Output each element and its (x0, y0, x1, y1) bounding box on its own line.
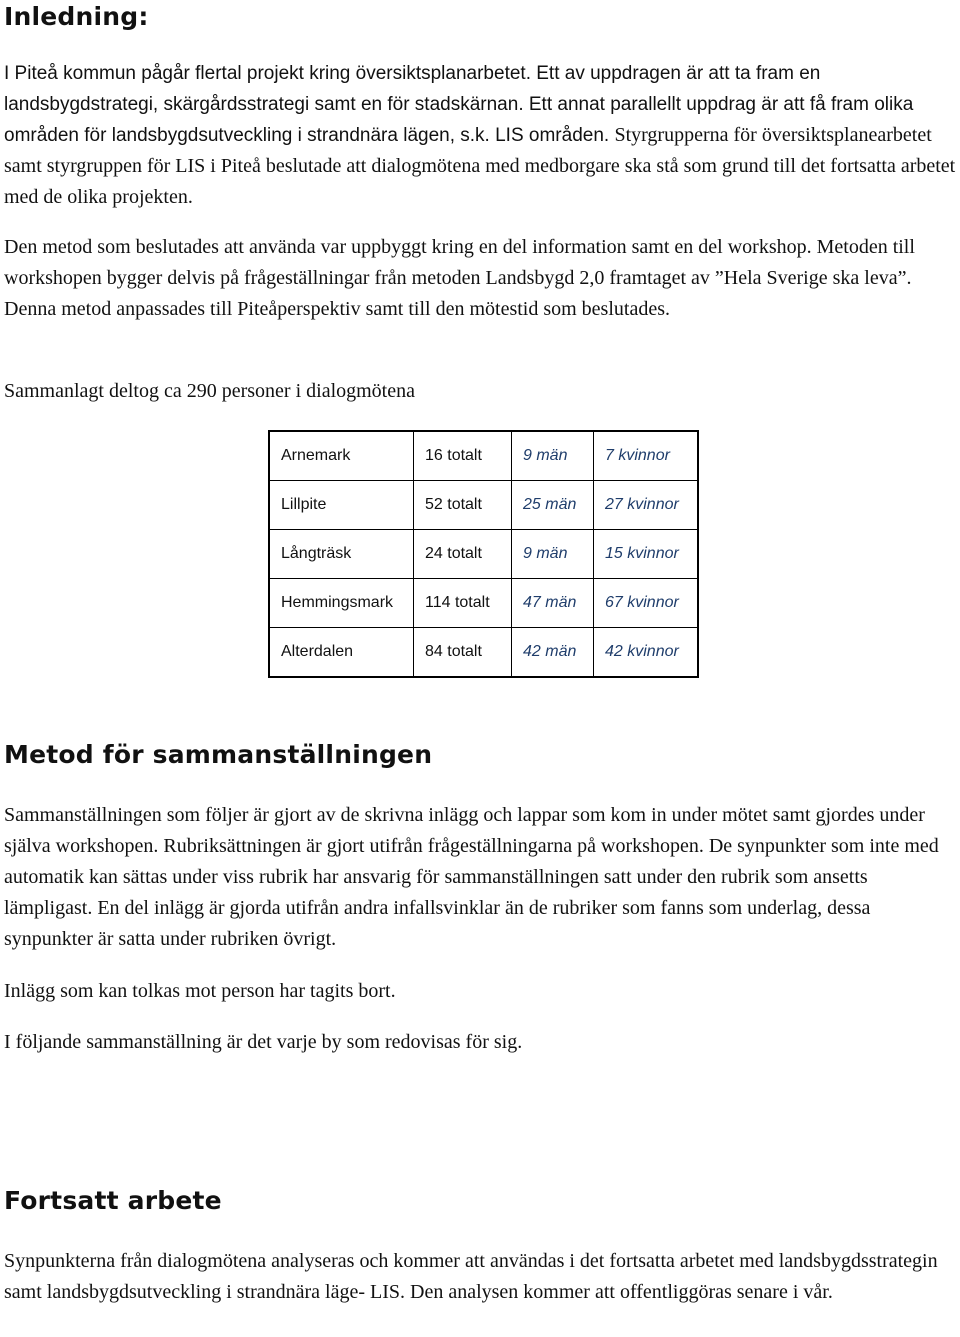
cell-total: 16 totalt (414, 431, 512, 481)
intro-paragraph-1-serif: Styrgrupperna för översiktsplanearbetet samt styrgruppen för LIS i Piteå beslutade att dialogmötena med medborgare ska stå som grund till det fortsatta arbetet med de olika projekten. (4, 124, 956, 208)
cell-place: Lillpite (269, 481, 414, 530)
cell-total: 24 totalt (414, 530, 512, 579)
cell-place: Långträsk (269, 530, 414, 579)
metod-paragraph-1: Sammanställningen som följer är gjort av de skrivna inlägg och lappar som kom in under mötet samt gjordes under själva workshopen. Rubriksättningen är gjort utifrån frågeställningarna på workshopen. De synpunkter som inte med automatik kan sättas under viss rubrik har ansvarig för sammanställningen satt under den rubrik som ansetts lämpligast. En del inlägg är gjorda utifrån andra infallsvinklar än de rubriker som fanns som underlag, dessa synpunkter är satta under rubriken övrigt. (4, 804, 939, 950)
cell-women: 42 kvinnor (594, 628, 699, 678)
cell-women: 15 kvinnor (594, 530, 699, 579)
cell-men: 9 män (512, 431, 594, 481)
cell-women: 67 kvinnor (594, 579, 699, 628)
table-row (269, 530, 698, 579)
table-row (269, 579, 698, 628)
cell-men: 9 män (512, 530, 594, 579)
intro-paragraph-1 (4, 58, 960, 213)
intro-paragraph-2: Den metod som beslutades att använda var uppbyggt kring en del information samt en del workshop. Metoden till workshopen bygger delvis på frågeställningar från metoden Landsbygd 2,0 framtaget av ”Hela Sverige ska leva”. Denna metod anpassades till Piteåperspektiv samt till den mötestid som beslutades. (4, 236, 915, 320)
metod-paragraph-2: Inlägg som kan tolkas mot person har tagits bort. (4, 980, 396, 1002)
intro-paragraph-3: Sammanlagt deltog ca 290 personer i dialogmötena (4, 380, 415, 402)
cell-place: Arnemark (269, 431, 414, 481)
table-row (269, 431, 698, 481)
participants-table (268, 430, 699, 678)
fortsatt-paragraph-1: Synpunkterna från dialogmötena analyseras och kommer att användas i det fortsatta arbetet med landsbygdsstrategin samt landsbygdsutveckling i strandnära läge- LIS. Den analysen kommer att offentliggöras senare i vår. (4, 1250, 938, 1303)
cell-women: 7 kvinnor (594, 431, 699, 481)
table-row (269, 628, 698, 678)
cell-men: 25 män (512, 481, 594, 530)
cell-men: 47 män (512, 579, 594, 628)
cell-women: 27 kvinnor (594, 481, 699, 530)
heading-inledning: Inledning: (4, 2, 149, 31)
cell-place: Alterdalen (269, 628, 414, 678)
cell-total: 52 totalt (414, 481, 512, 530)
heading-fortsatt-arbete: Fortsatt arbete (4, 1186, 222, 1215)
intro-paragraph-1-sans: I Piteå kommun pågår flertal projekt kring översiktsplanarbetet. Ett av uppdragen är att ta fram en landsbygdstrategi, skärgårdsstrategi samt en för stadskärnan. Ett annat parallellt uppdrag är att få fram olika områden för landsbygdsutveckling i strandnära lägen, s.k. LIS områden. (4, 63, 914, 146)
cell-total: 84 totalt (414, 628, 512, 678)
heading-metod: Metod för sammanställningen (4, 740, 433, 769)
cell-total: 114 totalt (414, 579, 512, 628)
cell-men: 42 män (512, 628, 594, 678)
metod-paragraph-3: I följande sammanställning är det varje by som redovisas för sig. (4, 1031, 523, 1053)
table-row (269, 481, 698, 530)
cell-place: Hemmingsmark (269, 579, 414, 628)
